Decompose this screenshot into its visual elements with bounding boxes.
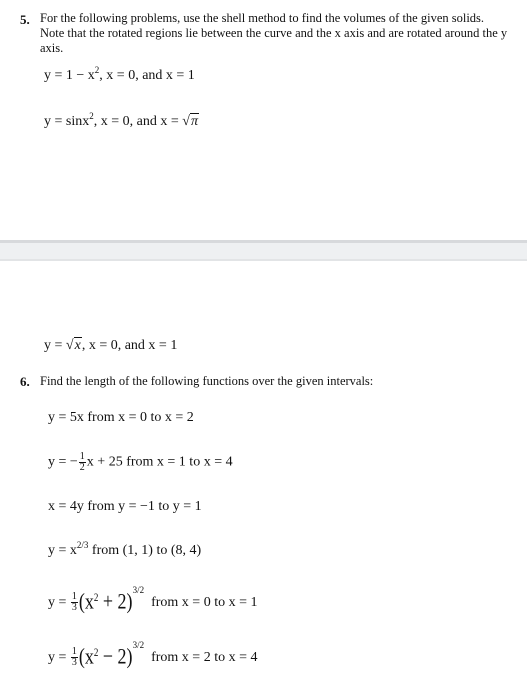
problem-5-instructions: For the following problems, use the shell method to find the volumes of the given solids. Note that the rotated regions lie between the curve and the x axis and are rotated around the y axis. bbox=[40, 11, 508, 55]
equation-lhs: y = 1 − x bbox=[44, 68, 95, 83]
fraction bbox=[71, 592, 78, 613]
equation-rest: from x = 0 to x = 1 bbox=[151, 595, 258, 610]
sqrt-symbol: √π bbox=[182, 114, 198, 129]
fraction-denominator: 3 bbox=[71, 602, 77, 614]
fraction bbox=[71, 647, 78, 668]
inner-rest: + 2) bbox=[98, 588, 133, 614]
equation-conditions: , x = 0, and x = 1 bbox=[99, 68, 195, 83]
inner-expression bbox=[79, 588, 133, 614]
inner-base: (x bbox=[78, 643, 94, 669]
fraction-numerator: 1 bbox=[71, 646, 77, 658]
radicand: π bbox=[190, 114, 198, 129]
equation-lhs: y = − bbox=[48, 454, 78, 470]
inner-exponent: 2 bbox=[93, 645, 99, 659]
exponent: 2 bbox=[94, 65, 100, 75]
fraction-numerator: 1 bbox=[71, 591, 77, 603]
fraction bbox=[79, 452, 86, 473]
inner-exponent: 2 bbox=[93, 590, 99, 604]
problem-6-instructions: Find the length of the following functions over the given intervals: bbox=[40, 374, 374, 388]
problem-5-equation-1 bbox=[44, 65, 195, 84]
radicand: x bbox=[74, 338, 81, 353]
sqrt-symbol: √x bbox=[65, 338, 81, 353]
problem-5-equation-2 bbox=[44, 111, 199, 130]
fraction-denominator: 3 bbox=[71, 657, 77, 669]
exponent: 2 bbox=[89, 111, 94, 121]
exponent: 2/3 bbox=[76, 540, 89, 550]
problem-6-function-2 bbox=[48, 452, 233, 473]
inner-rest: − 2) bbox=[98, 643, 133, 669]
fraction-numerator: 1 bbox=[79, 451, 85, 462]
inner-expression bbox=[79, 643, 133, 669]
equation-rest: from x = 2 to x = 4 bbox=[151, 650, 258, 665]
problem-6-function-4 bbox=[48, 540, 202, 559]
page-break-separator bbox=[0, 243, 527, 259]
equation-rest: x + 25 from x = 1 to x = 4 bbox=[86, 454, 233, 470]
equation-rest: from (1, 1) to (8, 4) bbox=[88, 543, 202, 558]
equation-lhs: y = bbox=[44, 338, 66, 353]
equation-lhs: y = x bbox=[48, 543, 77, 558]
problem-6-number: 6. bbox=[20, 374, 30, 389]
fraction-denominator: 2 bbox=[79, 462, 85, 473]
equation-lhs: y = sinx bbox=[44, 114, 90, 129]
equation-lhs: y = bbox=[48, 595, 70, 610]
problem-6-function-1: y = 5x from x = 0 to x = 2 bbox=[48, 410, 194, 425]
problem-5-number: 5. bbox=[20, 12, 30, 27]
problem-6-function-5: y = $\frac{1}{3}$ $(x^2 + 2)3/2$ from x = 0 to x = 1 bbox=[48, 585, 258, 614]
inner-base: (x bbox=[78, 588, 94, 614]
problem-5-equation-3 bbox=[44, 338, 177, 354]
equation-conditions: , x = 0, and x = bbox=[93, 114, 183, 129]
equation-lhs: y = bbox=[48, 650, 70, 665]
equation-conditions: , x = 0, and x = 1 bbox=[81, 338, 178, 353]
page-break-edge-bottom bbox=[0, 259, 527, 261]
problem-6-function-6: y = $\frac{1}{3}$ $(x^2 - 2)3/2$ from x = 2 to x = 4 bbox=[48, 640, 258, 669]
problem-6-function-3: x = 4y from y = −1 to y = 1 bbox=[48, 499, 202, 514]
